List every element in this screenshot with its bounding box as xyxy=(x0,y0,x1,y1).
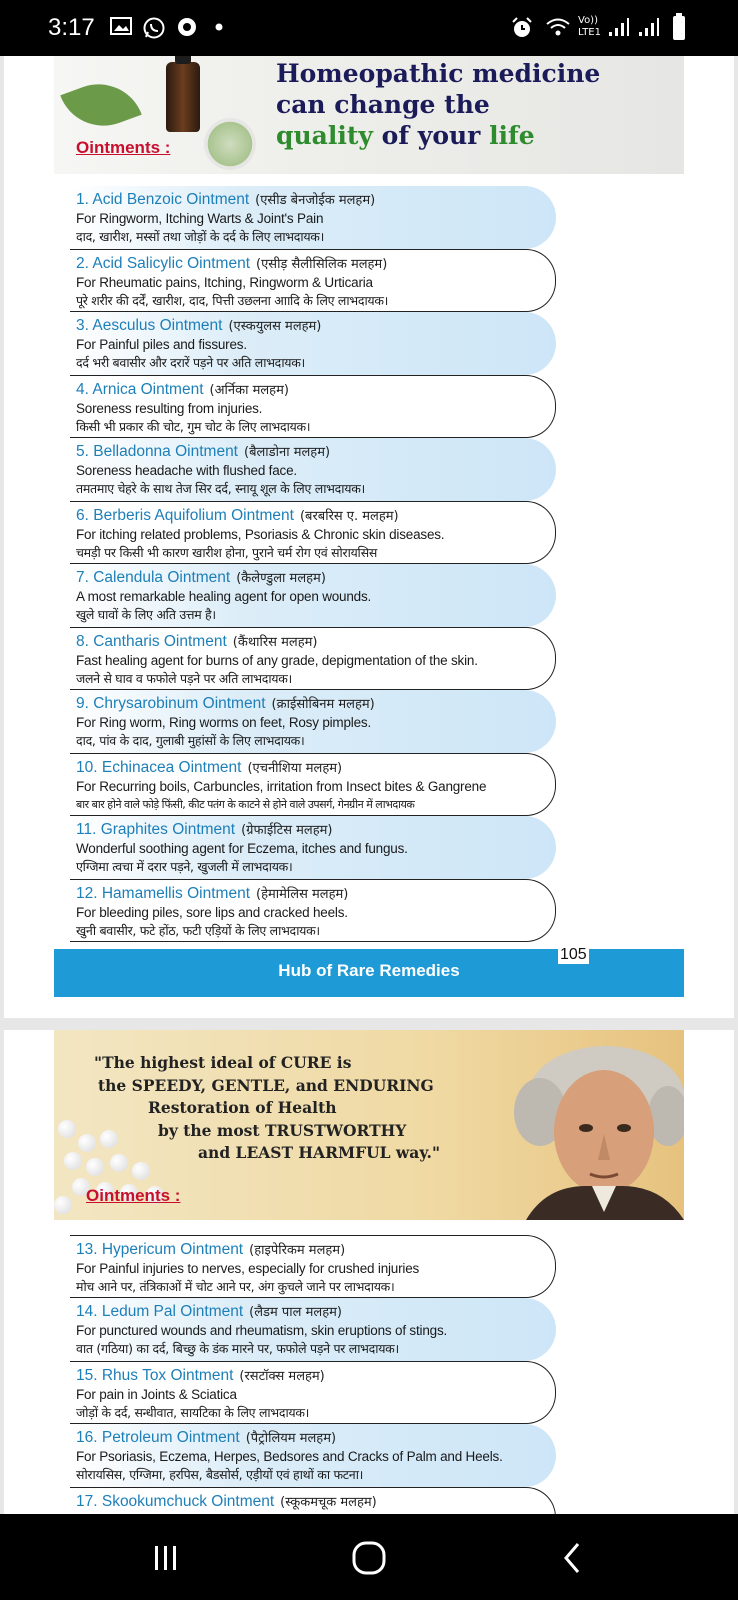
item-hindi: दर्द भरी बवासीर और दरारें पड़ने पर अति लाभदायक। xyxy=(76,355,305,370)
list-item xyxy=(70,186,556,249)
banner-title xyxy=(276,58,600,151)
hahnemann-quote xyxy=(94,1052,440,1165)
item-hindi-name: (एसीड़ सैलीसिलिक मलहम) xyxy=(256,257,388,272)
list-item xyxy=(70,690,556,753)
item-name: 16. Petroleum Ointment xyxy=(76,1429,240,1446)
item-name-row xyxy=(76,1302,556,1322)
item-name: 3. Aesculus Ointment xyxy=(76,317,223,334)
recent-apps-button[interactable] xyxy=(146,1540,186,1576)
whatsapp-icon xyxy=(142,16,166,45)
home-button[interactable] xyxy=(349,1540,389,1576)
signal-icon-2 xyxy=(638,16,660,43)
item-name: 7. Calendula Ointment xyxy=(76,569,231,586)
item-hindi: तमतमाए चेहरे के साथ तेज सिर दर्द, स्नायू शूल के लिए लाभदायक। xyxy=(76,481,365,496)
item-english: For pain in Joints & Sciatica xyxy=(76,1387,237,1402)
item-hindi-name: (कैलेण्डुला मलहम) xyxy=(236,571,326,586)
quote-line: the SPEEDY, GENTLE, and ENDURING xyxy=(98,1075,434,1095)
item-name-row xyxy=(76,1366,555,1386)
item-hindi: किसी भी प्रकार की चोट, गुम चोट के लिए लाभदायक। xyxy=(76,419,311,434)
title-word: life xyxy=(489,121,535,150)
item-english: For Painful piles and fissures. xyxy=(76,337,247,352)
list-item xyxy=(70,1487,556,1515)
item-english: For Psoriasis, Eczema, Herpes, Bedsores and Cracks of Palm and Heels. xyxy=(76,1449,503,1464)
item-hindi-name: (अर्निका मलहम) xyxy=(209,383,289,398)
quote-line: and LEAST HARMFUL way." xyxy=(198,1143,441,1162)
item-name-row xyxy=(76,380,555,400)
item-name-row xyxy=(76,316,556,336)
item-hindi-name: (पैट्रोलियम मलहम) xyxy=(245,1431,337,1446)
status-time: 3:17 xyxy=(48,14,95,41)
item-name-row xyxy=(76,758,555,778)
item-name: 4. Arnica Ointment xyxy=(76,381,204,398)
title-line: can change the xyxy=(276,90,490,119)
footer-text: Hub of Rare Remedies xyxy=(278,961,460,980)
list-item xyxy=(70,1424,556,1487)
item-english: For Ring worm, Ring worms on feet, Rosy pimples. xyxy=(76,715,371,730)
page-footer xyxy=(54,949,684,997)
item-english: Fast healing agent for burns of any grade, depigmentation of the skin. xyxy=(76,653,478,668)
item-name: 17. Skookumchuck Ointment xyxy=(76,1493,275,1510)
list-item xyxy=(70,501,556,564)
item-hindi: खुले घावों के लिए अति उत्तम है। xyxy=(76,607,216,622)
item-hindi: खुनी बवासीर, फटे होंठ, फटी एड़ियों के लिए लाभदायक। xyxy=(76,923,320,938)
title-word: Homeopathic xyxy=(276,59,464,88)
item-hindi-name: (रसटॉक्स मलहम) xyxy=(239,1369,325,1384)
item-name-row xyxy=(76,632,555,652)
item-name: 14. Ledum Pal Ointment xyxy=(76,1303,244,1320)
item-hindi: जलने से घाव व फफोले पड़ने पर अति लाभदायक। xyxy=(76,671,292,686)
book-page-106 xyxy=(4,1030,734,1515)
item-hindi-name: (बैलाडोना मलहम) xyxy=(244,445,331,460)
portrait-illustration xyxy=(506,1036,684,1220)
list-item xyxy=(70,1235,556,1298)
item-name-row xyxy=(76,694,556,714)
item-hindi-name: (हाइपेरिकम मलहम) xyxy=(249,1243,346,1258)
quote-line: by the most TRUSTWORTHY xyxy=(158,1120,407,1140)
item-name: 10. Echinacea Ointment xyxy=(76,759,242,776)
section-label: Ointments : xyxy=(76,138,171,157)
recent-apps-icon xyxy=(146,1540,186,1576)
ointment-list xyxy=(70,186,556,942)
item-name-row xyxy=(76,442,556,462)
item-hindi: पूरे शरीर की दर्दें, खारीश, दाद, पित्ती उछलना आादि के लिए लाभदायक। xyxy=(76,293,389,308)
item-hindi-name: (एचनीशिया मलहम) xyxy=(247,761,343,776)
list-item xyxy=(70,375,556,438)
app-icon xyxy=(176,16,198,43)
item-hindi-name: (ग्रेफाईटिस मलहम) xyxy=(241,823,333,838)
item-hindi-name: (एस्कयुलस मलहम) xyxy=(228,319,322,334)
item-hindi-name: (क्राईसोबिनम मलहम) xyxy=(271,697,375,712)
list-item xyxy=(70,1361,556,1424)
quote-line: Restoration of Health xyxy=(148,1098,337,1117)
book-page-105 xyxy=(4,56,734,1018)
item-english: For punctured wounds and rheumatism, skin eruptions of stings. xyxy=(76,1323,448,1338)
item-name-row xyxy=(76,190,556,210)
ointment-list xyxy=(70,1235,556,1515)
item-name-row xyxy=(76,568,556,588)
item-name-row xyxy=(76,820,556,840)
item-name: 8. Cantharis Ointment xyxy=(76,633,227,650)
item-name: 11. Graphites Ointment xyxy=(76,821,236,838)
back-icon xyxy=(556,1540,596,1576)
item-hindi-name: (स्कूकमचूक मलहम) xyxy=(280,1495,377,1510)
title-word: quality xyxy=(276,121,373,150)
list-item xyxy=(70,249,556,312)
item-english: For itching related problems, Psoriasis & Chronic skin diseases. xyxy=(76,527,445,542)
item-english: A most remarkable healing agent for open wounds. xyxy=(76,589,372,604)
item-name: 13. Hypericum Ointment xyxy=(76,1241,244,1258)
network-label-top: Vo)) xyxy=(578,15,598,26)
item-hindi: सोरायसिस, एग्जिमा, हरपिस, बैडसोर्स, एड़ीयों एवं हाथों का फटना। xyxy=(76,1467,364,1482)
item-hindi: मोच आने पर, तंत्रिकाओं में चोट आने पर, अंग कुचले जाने पर लाभदायक। xyxy=(76,1279,395,1294)
item-english: For bleeding piles, sore lips and cracked heels. xyxy=(76,905,348,920)
section-label: Ointments : xyxy=(86,1186,181,1205)
title-word: of your xyxy=(381,121,481,150)
item-hindi: बार बार होने वाले फोड़े फिंसी, कीट पतंग के काटने से होने वाले उपसर्ग, गेनग्रीन में लाभदायक xyxy=(76,798,415,811)
status-bar xyxy=(0,0,738,56)
item-hindi-name: (लैडम पाल मलहम) xyxy=(249,1305,342,1320)
item-hindi-name: (हेमामेलिस मलहम) xyxy=(256,887,349,902)
network-label-bottom: LTE1 xyxy=(578,27,601,38)
item-english: For Rheumatic pains, Itching, Ringworm & Urticaria xyxy=(76,275,373,290)
list-item xyxy=(70,879,556,942)
dot-icon xyxy=(214,14,224,43)
quote-banner xyxy=(54,1030,684,1220)
herb-illustration xyxy=(204,118,256,170)
item-name-row xyxy=(76,1428,556,1448)
navigation-bar xyxy=(0,1514,738,1600)
item-hindi-name: (कैंथारिस मलहम) xyxy=(232,635,318,650)
quote-line: "The highest ideal of CURE is xyxy=(94,1053,352,1072)
item-hindi: दाद, पांव के दाद, गुलाबी मुहांसों के लिए लाभदायक। xyxy=(76,733,305,748)
item-hindi: वात (गठिया) का दर्द, बिच्छु के डंक मारने पर, फफोले पड़ने पर लाभदायक। xyxy=(76,1341,399,1356)
item-english: Soreness resulting from injuries. xyxy=(76,401,263,416)
item-name-row xyxy=(76,1240,555,1260)
item-name: 6. Berberis Aquifolium Ointment xyxy=(76,507,294,524)
item-english: Soreness headache with flushed face. xyxy=(76,463,297,478)
item-hindi-name: (बरबरिस ए. मलहम) xyxy=(299,509,399,524)
gallery-icon xyxy=(110,16,132,41)
item-name-row xyxy=(76,254,555,274)
item-name: 15. Rhus Tox Ointment xyxy=(76,1367,234,1384)
item-hindi: एग्जिमा त्वचा में दरार पड़ने, खुजली में लाभदायक। xyxy=(76,859,293,874)
item-name: 9. Chrysarobinum Ointment xyxy=(76,695,266,712)
item-name-row xyxy=(76,1492,555,1512)
item-english: For Painful injuries to nerves, especially for crushed injuries xyxy=(76,1261,420,1276)
item-hindi: जोड़ों के दर्द, सन्धीवात, सायटिका के लिए लाभदायक। xyxy=(76,1405,310,1420)
home-icon xyxy=(349,1540,389,1576)
item-hindi-name: (एसीड बेनजोईक मलहम) xyxy=(255,193,376,208)
back-button[interactable] xyxy=(556,1540,596,1576)
list-item xyxy=(70,816,556,879)
list-item xyxy=(70,312,556,375)
list-item xyxy=(70,753,556,816)
item-english: For Recurring boils, Carbuncles, irritation from Insect bites & Gangrene xyxy=(76,779,487,794)
list-item xyxy=(70,1298,556,1361)
page-banner xyxy=(54,56,684,174)
signal-icon xyxy=(608,16,630,43)
title-word: medicine xyxy=(472,59,601,88)
item-english: For Ringworm, Itching Warts & Joint's Pain xyxy=(76,211,324,226)
wifi-icon xyxy=(545,16,571,43)
item-name: 12. Hamamellis Ointment xyxy=(76,885,251,902)
bottle-illustration xyxy=(166,62,200,132)
item-english: Wonderful soothing agent for Eczema, itches and fungus. xyxy=(76,841,408,856)
item-name-row xyxy=(76,884,555,904)
battery-icon xyxy=(672,13,686,46)
page-number: 105 xyxy=(560,946,587,963)
list-item xyxy=(70,627,556,690)
item-hindi: चमड़ी पर किसी भी कारण खारीश होना, पुराने चर्म रोग एवं सोरायसिस xyxy=(76,545,378,560)
list-item xyxy=(70,438,556,501)
item-hindi: दाद, खारीश, मस्सों तथा जोड़ों के दर्द के लिए लाभदायक। xyxy=(76,229,325,244)
list-item xyxy=(70,564,556,627)
item-name: 1. Acid Benzoic Ointment xyxy=(76,191,250,208)
item-name: 2. Acid Salicylic Ointment xyxy=(76,255,251,272)
leaf-illustration xyxy=(60,71,142,138)
item-name: 5. Belladonna Ointment xyxy=(76,443,238,460)
item-name-row xyxy=(76,506,555,526)
alarm-icon xyxy=(510,16,534,45)
